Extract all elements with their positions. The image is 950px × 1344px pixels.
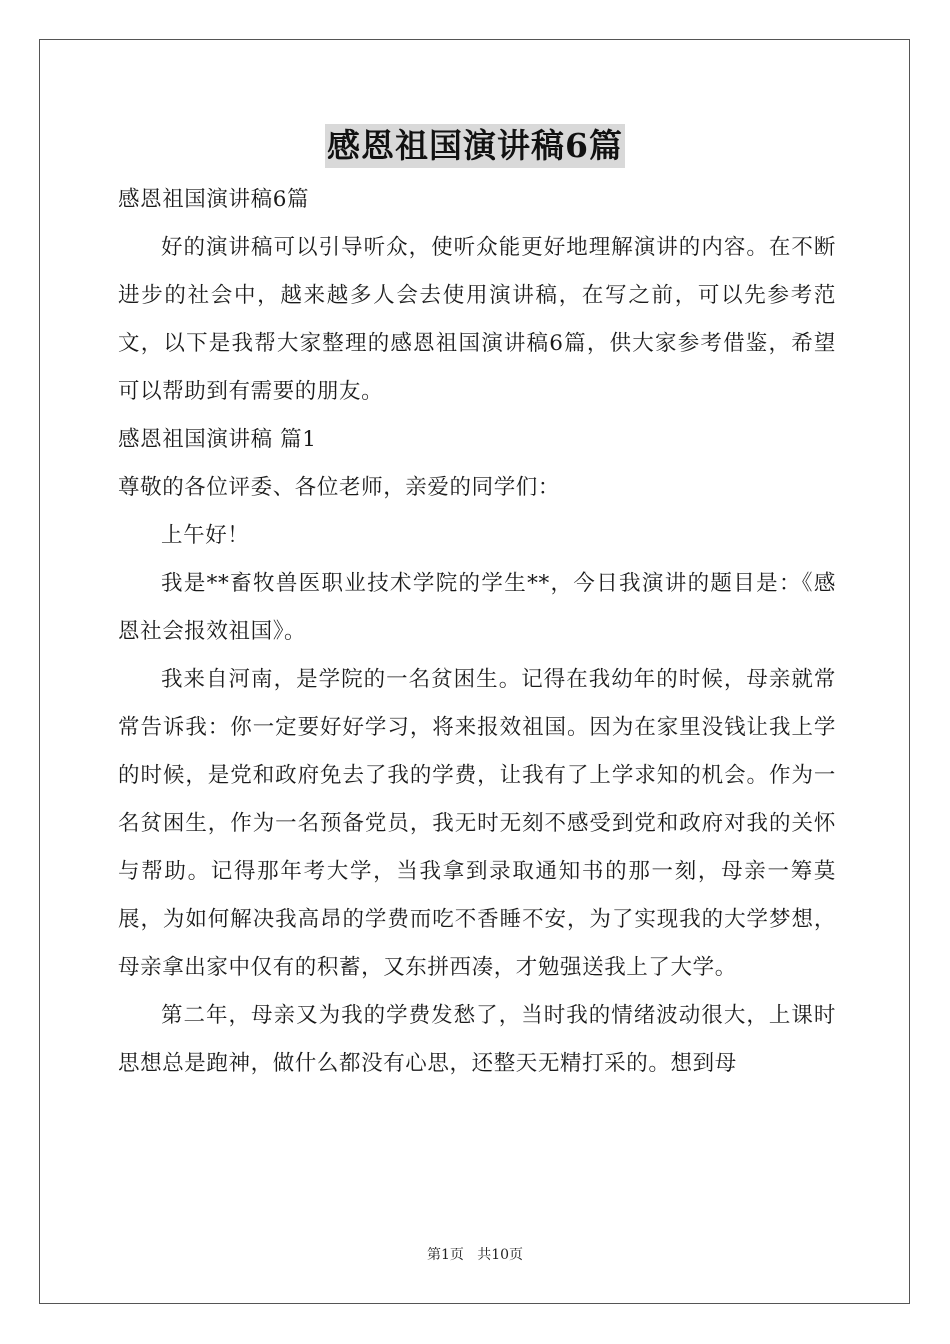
section-heading: 感恩祖国演讲稿 篇1: [118, 427, 317, 452]
paragraph-body: 我来自河南，是学院的一名贫困生。记得在我幼年的时候，母亲就常常告诉我：你一定要好好学习，将来报效祖国。因为在家里没钱让我上学的时候，是党和政府免去了我的学费，让我有了上学求知的机会。作为一名贫困生，作为一名预备党员，我无时无刻不感受到党和政府对我的关怀与帮助。记得那年考大学，当我拿到录取通知书的那一刻，母亲一筹莫展，为如何解决我高昂的学费而吃不香睡不安，为了实现我的大学梦想，母亲拿出家中仅有的积蓄，又东拼西凑，才勉强送我上了大学。: [118, 667, 836, 980]
title-container: [0, 124, 950, 168]
paragraph-salutation: 尊敬的各位评委、各位老师，亲爱的同学们：: [118, 475, 561, 500]
document-body: [118, 176, 836, 1088]
document-title: 感恩祖国演讲稿6篇: [325, 124, 625, 168]
paragraph-body: 第二年，母亲又为我的学费发愁了，当时我的情绪波动很大，上课时思想总是跑神，做什么都没有心思，还整天无精打采的。想到母: [118, 1003, 836, 1076]
paragraph-self-intro: 我是**畜牧兽医职业技术学院的学生**，今日我演讲的题目是：《感恩社会报效祖国》。: [118, 571, 836, 644]
page-footer: [0, 1244, 950, 1264]
page-number: 第1页 共10页: [426, 1247, 524, 1263]
paragraph-intro: 好的演讲稿可以引导听众，使听众能更好地理解演讲的内容。在不断进步的社会中，越来越多人会去使用演讲稿，在写之前，可以先参考范文，以下是我帮大家整理的感恩祖国演讲稿6篇，供大家参考借鉴，希望可以帮助到有需要的朋友。: [118, 235, 836, 404]
paragraph-greeting: 上午好！: [161, 523, 250, 548]
paragraph-subtitle: 感恩祖国演讲稿6篇: [118, 187, 310, 212]
